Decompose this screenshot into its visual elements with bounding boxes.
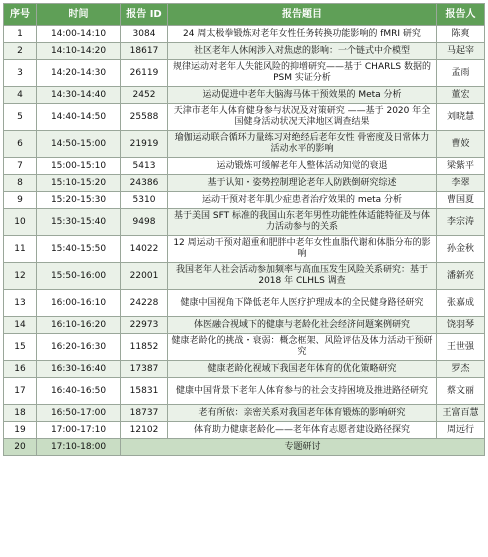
cell-time: 16:40-16:50: [37, 378, 121, 405]
cell-report-id: 24228: [121, 290, 168, 317]
cell-report-id: 25588: [121, 104, 168, 131]
cell-speaker: 曹国夏: [437, 192, 485, 209]
cell-speaker: 孟雨: [437, 60, 485, 87]
header-report-title: 报告题目: [168, 4, 437, 26]
cell-number: 1: [4, 26, 37, 43]
cell-report-title: 健康老龄化视域下我国老年体育的优化策略研究: [168, 361, 437, 378]
cell-report-title: 瑜伽运动联合循环力量练习对绝经后老年女性 骨密度及日常体力活动水平的影响: [168, 131, 437, 158]
cell-number: 8: [4, 175, 37, 192]
cell-report-title: 健康老龄化的挑战・衰弱：概念框架、风险评估及体力活动干预研究: [168, 334, 437, 361]
cell-report-id: 22001: [121, 263, 168, 290]
table-row: [4, 87, 485, 104]
cell-speaker: 梁紫平: [437, 158, 485, 175]
table-row: [4, 236, 485, 263]
cell-time: 16:50-17:00: [37, 405, 121, 422]
report-schedule-table: [3, 3, 485, 456]
cell-time: 14:40-14:50: [37, 104, 121, 131]
cell-report-id: 15831: [121, 378, 168, 405]
cell-report-id: 2452: [121, 87, 168, 104]
cell-number: 6: [4, 131, 37, 158]
cell-report-title: 我国老年人社会活动参加频率与高血压发生风险关系研究：基于 2018 年 CLHLS 调查: [168, 263, 437, 290]
cell-report-id: 14022: [121, 236, 168, 263]
cell-speaker: 李宗涛: [437, 209, 485, 236]
cell-time: 16:20-16:30: [37, 334, 121, 361]
table-header-row: [4, 4, 485, 26]
cell-report-id: 18737: [121, 405, 168, 422]
cell-speaker: 张嘉成: [437, 290, 485, 317]
cell-number: 15: [4, 334, 37, 361]
table-row: [4, 158, 485, 175]
cell-number: 12: [4, 263, 37, 290]
cell-report-title: 运动锻炼可缓解老年人整体活动知觉的衰退: [168, 158, 437, 175]
cell-time: 15:50-16:00: [37, 263, 121, 290]
cell-time: 14:20-14:30: [37, 60, 121, 87]
cell-time: 15:10-15:20: [37, 175, 121, 192]
cell-speaker: 马起宰: [437, 43, 485, 60]
cell-time: 16:30-16:40: [37, 361, 121, 378]
table-row: [4, 317, 485, 334]
cell-number: 7: [4, 158, 37, 175]
cell-time: 16:00-16:10: [37, 290, 121, 317]
cell-report-id: 22973: [121, 317, 168, 334]
cell-speaker: 董宏: [437, 87, 485, 104]
cell-time: 15:20-15:30: [37, 192, 121, 209]
cell-number: 9: [4, 192, 37, 209]
cell-number: 20: [4, 439, 37, 456]
cell-speaker: 孙金秋: [437, 236, 485, 263]
table-row: [4, 175, 485, 192]
cell-report-id: 5413: [121, 158, 168, 175]
cell-number: 3: [4, 60, 37, 87]
header-report-id: 报告 ID: [121, 4, 168, 26]
table-row: [4, 422, 485, 439]
cell-report-id: 9498: [121, 209, 168, 236]
cell-number: 2: [4, 43, 37, 60]
cell-report-title: 健康中国视角下降低老年人医疗护理成本的全民健身路径研究: [168, 290, 437, 317]
cell-number: 19: [4, 422, 37, 439]
cell-speaker: 李翠: [437, 175, 485, 192]
table-row: [4, 26, 485, 43]
cell-report-id: 24386: [121, 175, 168, 192]
cell-report-id: 21919: [121, 131, 168, 158]
table-row: [4, 361, 485, 378]
cell-number: 4: [4, 87, 37, 104]
cell-speaker: 周远行: [437, 422, 485, 439]
header-time: 时间: [37, 4, 121, 26]
cell-report-id: 17387: [121, 361, 168, 378]
cell-time: 16:10-16:20: [37, 317, 121, 334]
table-row: [4, 131, 485, 158]
cell-report-title: 24 周太极拳锻炼对老年女性任务转换功能影响的 fMRI 研究: [168, 26, 437, 43]
cell-report-title: 12 周运动干预对超重和肥胖中老年女性血脂代谢和体脂分布的影响: [168, 236, 437, 263]
cell-speaker: 王世强: [437, 334, 485, 361]
cell-speaker: 陈爽: [437, 26, 485, 43]
cell-report-title: 老有所依：亲密关系对我国老年体育锻炼的影响研究: [168, 405, 437, 422]
cell-time: 14:30-14:40: [37, 87, 121, 104]
cell-number: 14: [4, 317, 37, 334]
cell-report-id: 26119: [121, 60, 168, 87]
cell-report-title: 基于认知・姿势控制理论老年人防跌倒研究综述: [168, 175, 437, 192]
cell-speaker: 曹姣: [437, 131, 485, 158]
cell-session-topic: 专题研讨: [121, 439, 485, 456]
cell-report-title: 体育助力健康老龄化——老年体育志愿者建设路径探究: [168, 422, 437, 439]
cell-number: 13: [4, 290, 37, 317]
cell-time: 15:30-15:40: [37, 209, 121, 236]
header-speaker: 报告人: [437, 4, 485, 26]
table-row: [4, 192, 485, 209]
cell-report-title: 社区老年人休闲涉入对焦虑的影响：一个链式中介模型: [168, 43, 437, 60]
cell-time: 17:10-18:00: [37, 439, 121, 456]
table-row: [4, 290, 485, 317]
cell-report-id: 5310: [121, 192, 168, 209]
cell-time: 15:00-15:10: [37, 158, 121, 175]
cell-time: 17:00-17:10: [37, 422, 121, 439]
cell-speaker: 饶羽琴: [437, 317, 485, 334]
schedule-table-container: [3, 3, 484, 456]
cell-time: 14:00-14:10: [37, 26, 121, 43]
table-row: [4, 378, 485, 405]
table-row: [4, 43, 485, 60]
cell-report-id: 18617: [121, 43, 168, 60]
table-body: [4, 26, 485, 456]
table-row: [4, 334, 485, 361]
cell-report-id: 3084: [121, 26, 168, 43]
cell-report-title: 运动促进中老年大脑海马体干预效果的 Meta 分析: [168, 87, 437, 104]
cell-time: 14:10-14:20: [37, 43, 121, 60]
cell-speaker: 刘晓慧: [437, 104, 485, 131]
cell-report-title: 健康中国背景下老年人体育参与的社会支持困境及推进路径研究: [168, 378, 437, 405]
cell-time: 15:40-15:50: [37, 236, 121, 263]
cell-report-title: 基于美国 SFT 标准的我国山东老年男性功能性体适能特征及与体力活动参与的关系: [168, 209, 437, 236]
cell-number: 18: [4, 405, 37, 422]
table-row: [4, 209, 485, 236]
cell-report-title: 天津市老年人体育健身参与状况及对策研究 ——基于 2020 年全国健身活动状况天津地区调查结果: [168, 104, 437, 131]
cell-speaker: 潘新亮: [437, 263, 485, 290]
cell-number: 5: [4, 104, 37, 131]
cell-speaker: 王富百慧: [437, 405, 485, 422]
cell-report-title: 规律运动对老年人失能风险的抑增研究——基于 CHARLS 数据的 PSM 实证分析: [168, 60, 437, 87]
table-row-final: [4, 439, 485, 456]
table-row: [4, 405, 485, 422]
table-row: [4, 263, 485, 290]
cell-number: 17: [4, 378, 37, 405]
cell-number: 10: [4, 209, 37, 236]
cell-number: 16: [4, 361, 37, 378]
header-number: 序号: [4, 4, 37, 26]
cell-number: 11: [4, 236, 37, 263]
cell-report-id: 11852: [121, 334, 168, 361]
table-row: [4, 104, 485, 131]
cell-report-title: 运动干预对老年肌少症患者治疗效果的 meta 分析: [168, 192, 437, 209]
cell-speaker: 蔡文丽: [437, 378, 485, 405]
cell-speaker: 罗杰: [437, 361, 485, 378]
table-row: [4, 60, 485, 87]
cell-report-id: 12102: [121, 422, 168, 439]
cell-time: 14:50-15:00: [37, 131, 121, 158]
cell-report-title: 体医融合视域下的健康与老龄化社会经济问题案例研究: [168, 317, 437, 334]
